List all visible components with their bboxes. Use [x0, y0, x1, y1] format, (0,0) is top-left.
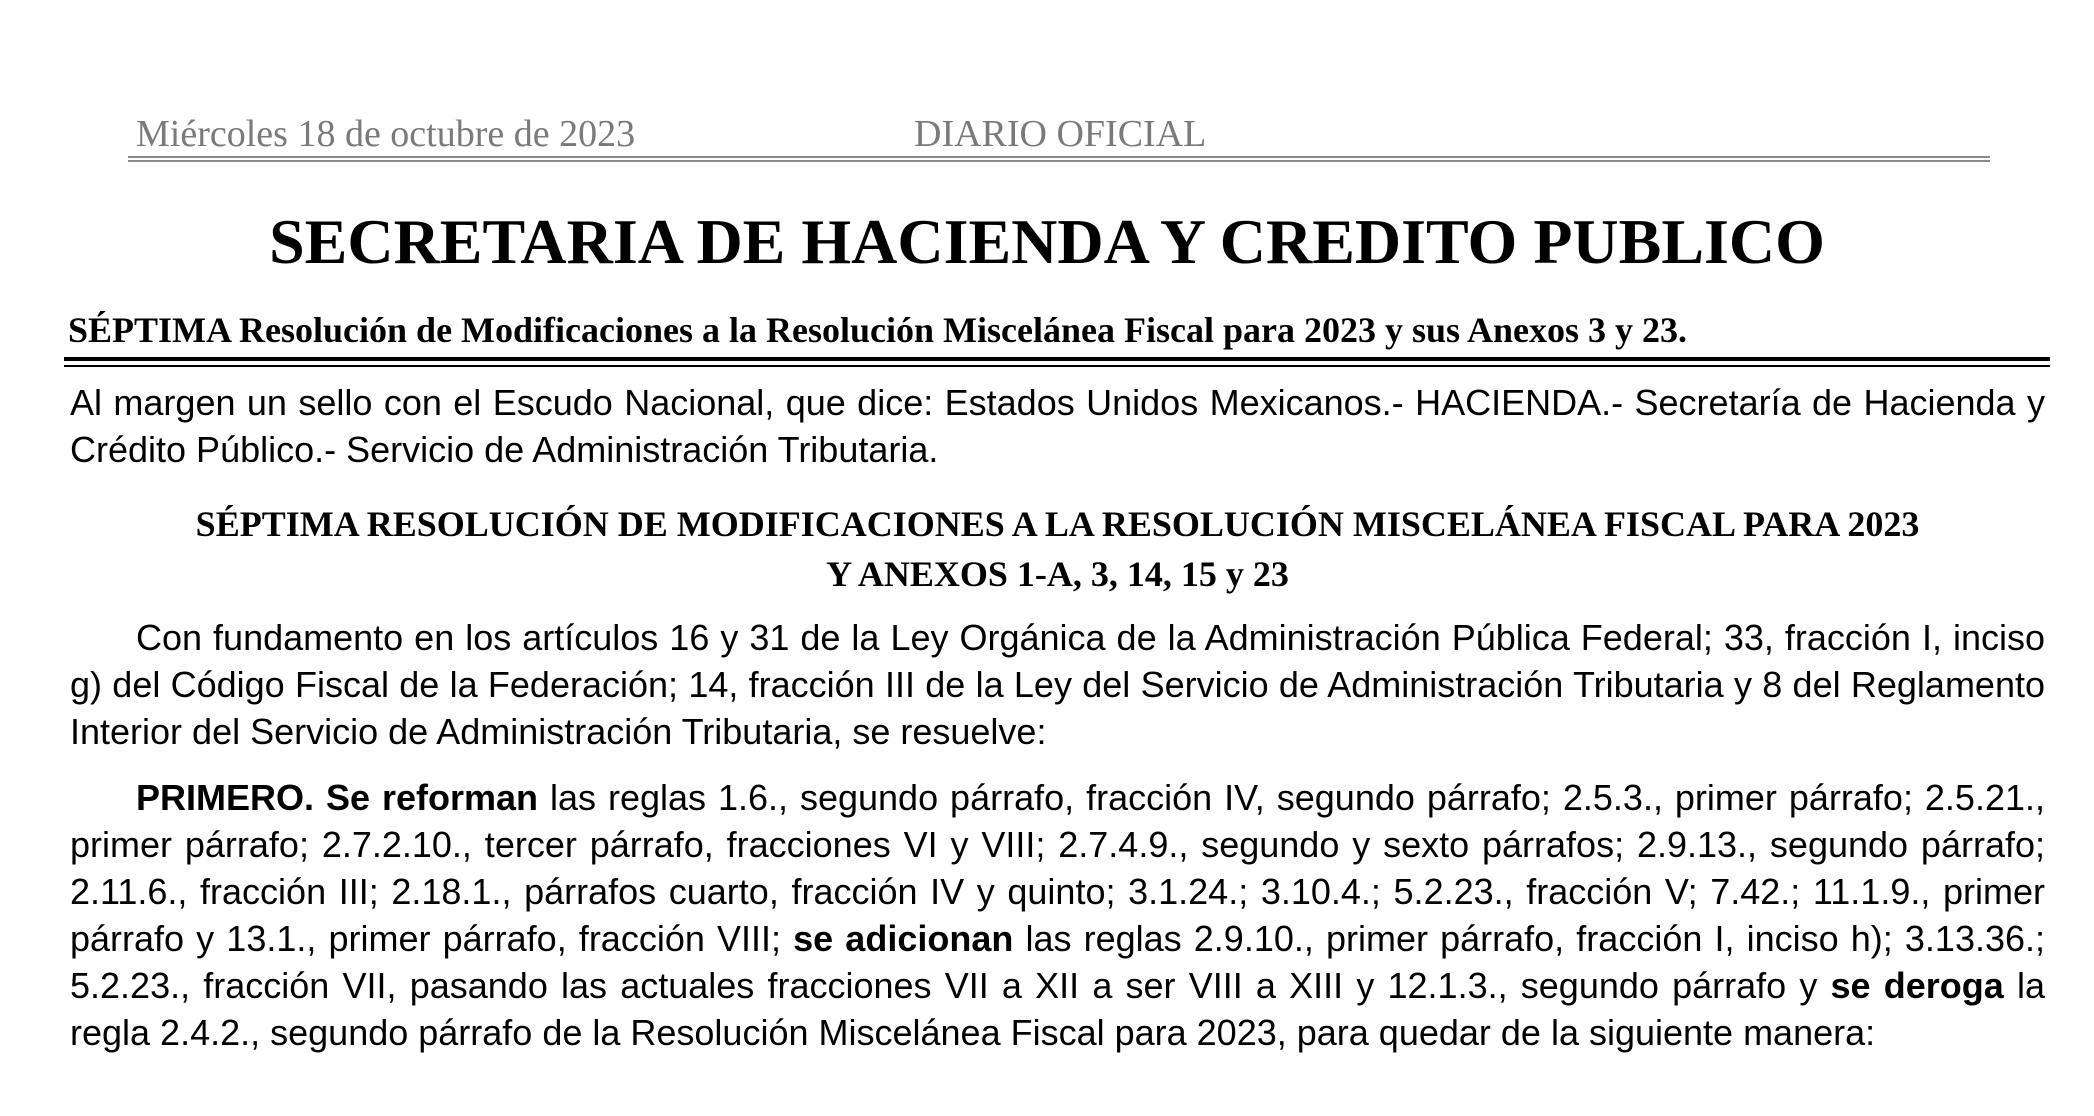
agency-heading: SECRETARIA DE HACIENDA Y CREDITO PUBLICO — [269, 206, 1825, 277]
document-title: SÉPTIMA Resolución de Modificaciones a la Resolución Miscelánea Fiscal para 2023 y sus Anexos 3 y 23. — [68, 310, 1688, 350]
primero-deroga: se deroga — [1830, 965, 2004, 1006]
resolution-heading-line-2: Y ANEXOS 1-A, 3, 14, 15 y 23 — [826, 554, 1289, 594]
primero-adicionan: se adicionan — [793, 918, 1014, 959]
header-publication: DIARIO OFICIAL — [914, 113, 1207, 155]
primero-text-1: las reglas 1.6., segundo párrafo, fracción IV, segundo párrafo; 2.5.3., primer párrafo; 2.5.21., primer párrafo; 2.7.2.10., tercer párrafo, fracciones VI y VIII; 2.7.4.9., segundo y sexto párrafos; 2.9.13., segundo párrafo; 2.11.6., fracción III; 2.18.1., párrafos cuarto, fracción IV y quinto; 3.1.24.; 3.10.4.; 5.2.23., fracción V; 7.42.; 11.1.9., primer párrafo y 13.1., primer párrafo, fracción VIII; — [70, 777, 2045, 959]
primero-text-2: las reglas 2.9.10., primer párrafo, fracción I, inciso h); 3.13.36.; 5.2.23., fracción VII, pasando las actuales fracciones VII a XII a ser VIII a XIII y 12.1.3., segundo párrafo y — [70, 918, 2046, 1006]
header-divider — [128, 156, 1990, 162]
resolution-heading-line-1: SÉPTIMA RESOLUCIÓN DE MODIFICACIONES A LA RESOLUCIÓN MISCELÁNEA FISCAL PARA 2023 — [195, 504, 1920, 544]
header-date: Miércoles 18 de octubre de 2023 — [136, 113, 636, 155]
margin-note-paragraph: Al margen un sello con el Escudo Nacional, que dice: Estados Unidos Mexicanos.- HACIENDA.- Secretaría de Hacienda y Crédito Público.- Servicio de Administración Tributaria. — [70, 382, 2045, 470]
primero-text-3: la regla 2.4.2., segundo párrafo de la Resolución Miscelánea Fiscal para 2023, para quedar de la siguiente manera: — [70, 965, 2045, 1053]
fundamento-paragraph: Con fundamento en los artículos 16 y 31 de la Ley Orgánica de la Administración Pública Federal; 33, fracción I, inciso g) del Código Fiscal de la Federación; 14, fracción III de la Ley del Servicio de Administración Tributaria y 8 del Reglamento Interior del Servicio de Administración Tributaria, se resuelve: — [70, 617, 2045, 752]
resolution-heading — [70, 499, 2045, 599]
primero-lead: PRIMERO. Se reforman — [136, 777, 539, 818]
page-header — [128, 106, 1988, 156]
title-divider — [64, 357, 2050, 367]
primero-paragraph — [70, 774, 2045, 1056]
